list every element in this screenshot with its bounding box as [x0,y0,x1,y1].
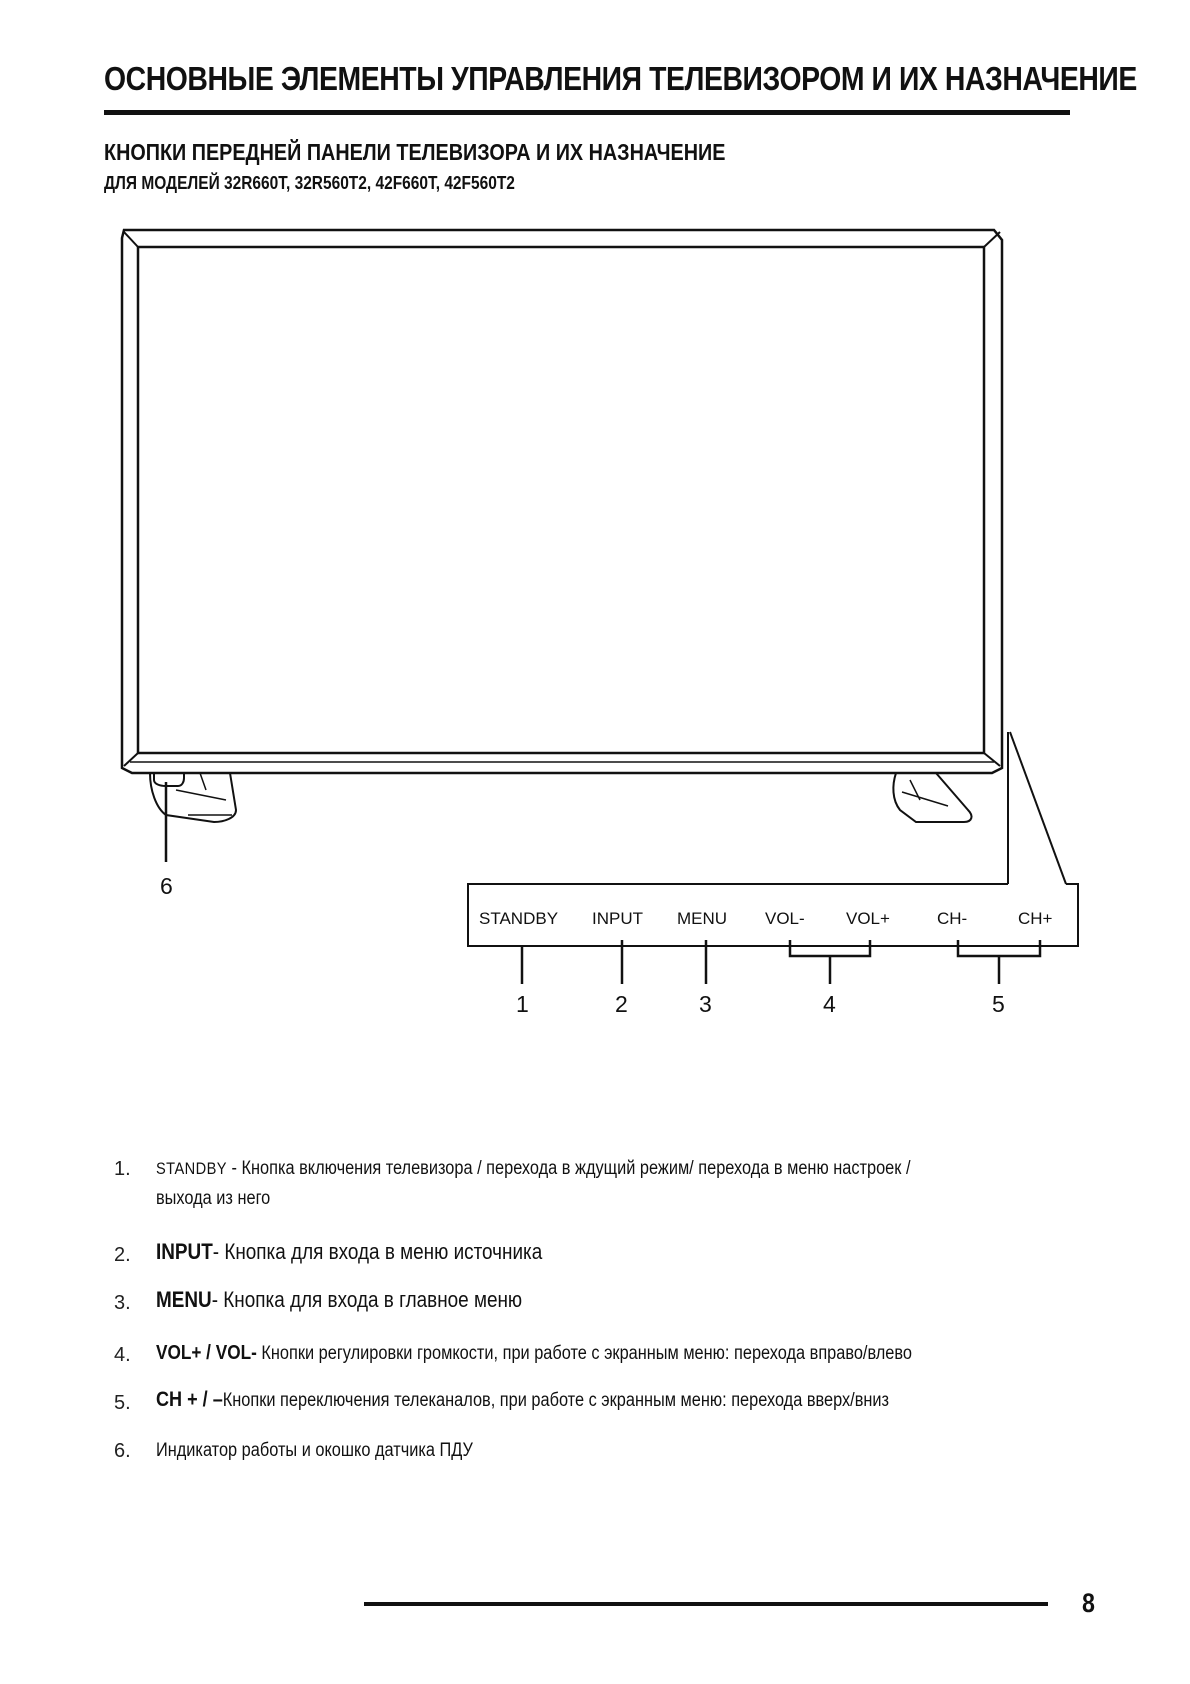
tv-illustration [122,230,1078,984]
list-item-text: - Кнопка для входа в меню источника [212,1239,543,1264]
callout-numbers [516,991,1005,1017]
list-item-key: INPUT [156,1239,213,1264]
list-item-number: 2. [114,1244,131,1266]
list-item-body [156,1239,542,1265]
list-item-body [156,1158,911,1210]
bezel-corner-tl [124,232,138,247]
indicator-callout-number: 6 [160,873,173,899]
button-labels [479,909,1053,928]
callout-number-1: 1 [516,991,529,1017]
callout-number-3: 3 [699,991,712,1017]
button-label-input: INPUT [592,909,643,928]
callout-number-2: 2 [615,991,628,1017]
bezel-corner-br [984,753,1000,766]
button-label-ch-plus: CH+ [1018,909,1053,928]
page-title: ОСНОВНЫЕ ЭЛЕМЕНТЫ УПРАВЛЕНИЯ ТЕЛЕВИЗОРОМ И ИХ НАЗНАЧЕНИЕ [104,60,1137,97]
list-item-body [156,1388,889,1412]
tv-stand-right [893,773,971,822]
list-item-text: - Кнопка для входа в главное меню [211,1287,523,1312]
tv-stand-right-detail [902,780,948,806]
list-item-text-continued: выхода из него [156,1188,271,1209]
button-label-vol-minus: VOL- [765,909,805,928]
list-item-number: 3. [114,1292,131,1314]
tv-bezel-outer [122,230,1002,773]
list-item-text: Индикатор работы и окошко датчика ПДУ [156,1440,473,1461]
callout-number-4: 4 [823,991,836,1017]
button-label-vol-plus: VOL+ [846,909,890,928]
bezel-corner-bl [124,753,138,766]
model-list: ДЛЯ МОДЕЛЕЙ 32R660T, 32R560T2, 42F660T, 42F560T2 [104,173,515,193]
list-item-text: Кнопки переключения телеканалов, при работе с экранным меню: перехода вверх/вниз [222,1390,890,1411]
tv-screen [138,247,984,753]
list-item-body [156,1287,522,1313]
list-item-key: CH + / – [156,1388,223,1411]
list-item-number: 5. [114,1392,131,1414]
list-item-key: STANDBY [156,1159,227,1178]
list-item-body [156,1440,473,1462]
list-item-key: MENU [156,1287,212,1312]
list-item-body [156,1342,912,1365]
callout-bracket-5 [958,940,1040,956]
callout-bracket-4 [790,940,870,956]
button-label-ch-minus: CH- [937,909,968,928]
section-subtitle: КНОПКИ ПЕРЕДНЕЙ ПАНЕЛИ ТЕЛЕВИЗОРА И ИХ НАЗНАЧЕНИЕ [104,139,726,165]
list-item-key: VOL+ / VOL- [156,1342,257,1364]
list-item-text: - Кнопка включения телевизора / перехода в ждущий режим/ перехода в меню настроек / [226,1158,911,1179]
list-item-number: 4. [114,1344,131,1366]
list-item-number: 6. [114,1440,131,1462]
list-item-text: Кнопки регулировки громкости, при работе с экранным меню: перехода вправо/влево [256,1343,912,1364]
list-item-number: 1. [114,1158,131,1180]
callout-number-5: 5 [992,991,1005,1017]
button-label-standby: STANDBY [479,909,559,928]
panel-pointer-line-b [1010,732,1066,884]
button-label-menu: MENU [677,909,728,928]
page-number: 8 [1082,1588,1095,1618]
bezel-corner-tr [984,232,1000,247]
footer-rule [364,1602,1048,1606]
